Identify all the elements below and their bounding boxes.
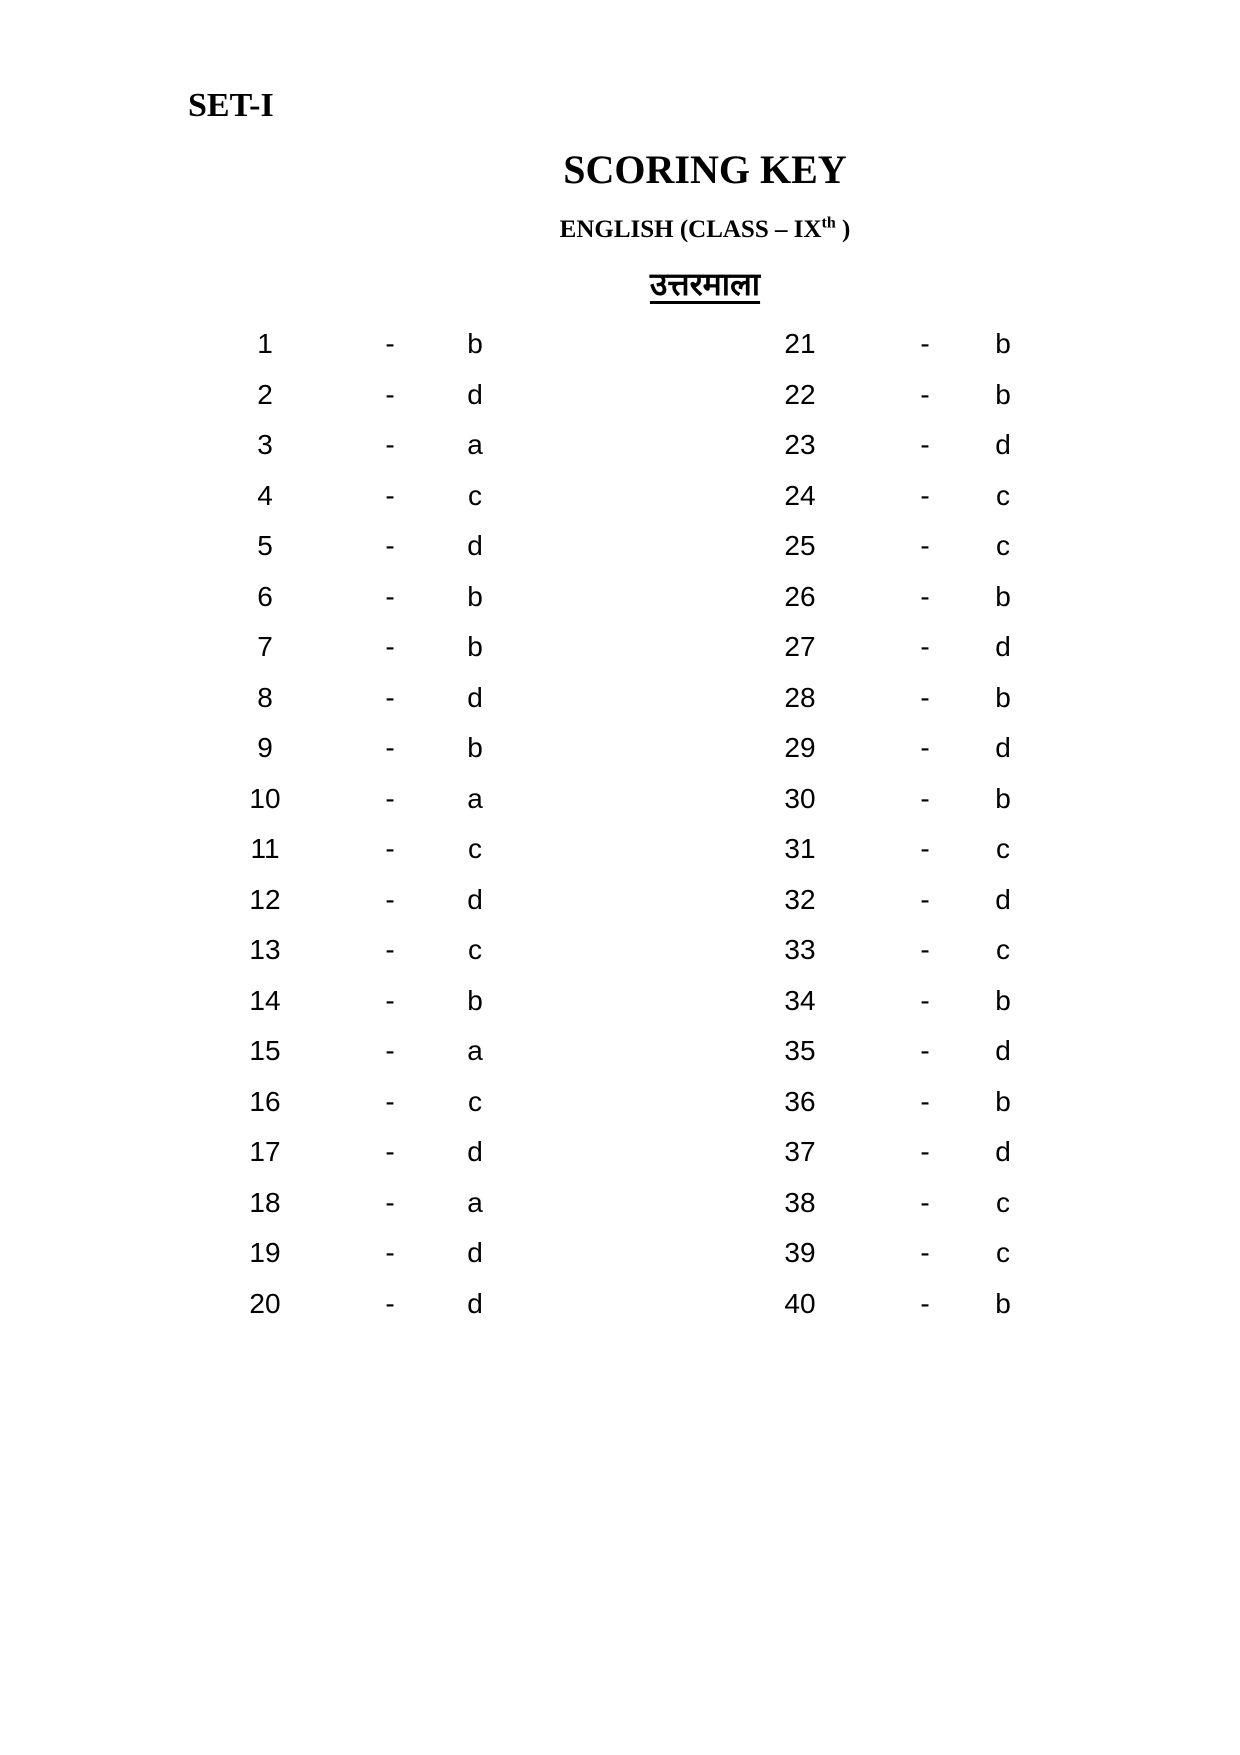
answer-option: a bbox=[467, 1186, 483, 1218]
answer-option: b bbox=[467, 631, 483, 662]
question-number: 8 bbox=[257, 681, 273, 713]
answer-row bbox=[770, 629, 1190, 680]
answer-row bbox=[235, 1235, 655, 1286]
answer-row bbox=[235, 730, 655, 781]
answer-option: a bbox=[467, 782, 483, 814]
answer-row bbox=[235, 326, 655, 377]
separator-dash: - bbox=[920, 984, 930, 1016]
question-number: 27 bbox=[784, 631, 816, 662]
separator-dash: - bbox=[385, 883, 395, 915]
subtitle-main: ENGLISH (CLASS – IX bbox=[559, 216, 822, 243]
answer-row bbox=[770, 1286, 1190, 1337]
question-number: 1 bbox=[257, 328, 273, 359]
separator-dash: - bbox=[920, 479, 930, 511]
answer-row bbox=[235, 831, 655, 882]
question-number: 10 bbox=[249, 782, 281, 814]
answer-column-right bbox=[770, 326, 1190, 1336]
answer-option: c bbox=[996, 530, 1010, 561]
answer-row bbox=[235, 1185, 655, 1236]
answer-option: a bbox=[467, 429, 483, 460]
answer-row bbox=[235, 983, 655, 1034]
separator-dash: - bbox=[920, 378, 930, 410]
answer-row bbox=[235, 377, 655, 428]
answer-option: b bbox=[467, 732, 483, 763]
question-number: 7 bbox=[257, 631, 273, 662]
answer-row bbox=[770, 1134, 1190, 1185]
separator-dash: - bbox=[920, 580, 930, 612]
answer-option: d bbox=[467, 530, 483, 561]
answer-option: b bbox=[995, 378, 1011, 410]
answer-row bbox=[770, 1185, 1190, 1236]
question-number: 3 bbox=[257, 429, 273, 460]
answer-row bbox=[770, 377, 1190, 428]
separator-dash: - bbox=[385, 1237, 395, 1268]
answer-row bbox=[235, 629, 655, 680]
answer-row bbox=[770, 983, 1190, 1034]
question-number: 18 bbox=[249, 1186, 281, 1218]
separator-dash: - bbox=[385, 1035, 395, 1066]
answer-row bbox=[770, 427, 1190, 478]
answer-row bbox=[235, 1134, 655, 1185]
separator-dash: - bbox=[920, 328, 930, 359]
separator-dash: - bbox=[385, 732, 395, 763]
separator-dash: - bbox=[385, 1186, 395, 1218]
question-number: 4 bbox=[257, 479, 273, 511]
answer-option: d bbox=[995, 1136, 1011, 1167]
hindi-heading bbox=[0, 262, 1240, 306]
answer-row bbox=[770, 528, 1190, 579]
question-number: 20 bbox=[249, 1287, 281, 1319]
answer-option: c bbox=[996, 934, 1010, 965]
answer-option: c bbox=[996, 1237, 1010, 1268]
separator-dash: - bbox=[385, 328, 395, 359]
answer-row bbox=[770, 831, 1190, 882]
separator-dash: - bbox=[920, 429, 930, 460]
answer-option: d bbox=[995, 732, 1011, 763]
separator-dash: - bbox=[920, 1136, 930, 1167]
question-number: 15 bbox=[249, 1035, 281, 1066]
answer-option: d bbox=[995, 429, 1011, 460]
question-number: 26 bbox=[784, 580, 816, 612]
separator-dash: - bbox=[385, 1287, 395, 1319]
question-number: 33 bbox=[784, 934, 816, 965]
question-number: 36 bbox=[784, 1085, 816, 1117]
answer-option: c bbox=[996, 1186, 1010, 1218]
answer-row bbox=[770, 730, 1190, 781]
answer-option: b bbox=[467, 984, 483, 1016]
answer-row bbox=[235, 1033, 655, 1084]
separator-dash: - bbox=[920, 883, 930, 915]
answer-option: b bbox=[467, 328, 483, 359]
question-number: 31 bbox=[784, 833, 816, 864]
answer-row bbox=[235, 882, 655, 933]
separator-dash: - bbox=[920, 1085, 930, 1117]
separator-dash: - bbox=[920, 782, 930, 814]
answer-option: d bbox=[467, 1237, 483, 1268]
question-number: 40 bbox=[784, 1287, 816, 1319]
question-number: 23 bbox=[784, 429, 816, 460]
answer-option: c bbox=[468, 833, 482, 864]
question-number: 38 bbox=[784, 1186, 816, 1218]
question-number: 2 bbox=[257, 378, 273, 410]
separator-dash: - bbox=[920, 631, 930, 662]
answer-row bbox=[770, 932, 1190, 983]
question-number: 13 bbox=[249, 934, 281, 965]
answer-option: c bbox=[468, 479, 482, 511]
question-number: 30 bbox=[784, 782, 816, 814]
answer-row bbox=[770, 478, 1190, 529]
question-number: 5 bbox=[257, 530, 273, 561]
answer-row bbox=[770, 1084, 1190, 1135]
subtitle-superscript: th bbox=[821, 214, 836, 232]
subtitle-end: ) bbox=[835, 216, 851, 243]
answer-option: b bbox=[995, 328, 1011, 359]
answer-row bbox=[770, 882, 1190, 933]
answer-option: b bbox=[995, 1287, 1011, 1319]
answer-option: b bbox=[995, 782, 1011, 814]
question-number: 25 bbox=[784, 530, 816, 561]
separator-dash: - bbox=[385, 681, 395, 713]
question-number: 22 bbox=[784, 378, 816, 410]
answer-row bbox=[235, 1084, 655, 1135]
answer-option: c bbox=[996, 833, 1010, 864]
answer-row bbox=[235, 427, 655, 478]
page-title: SCORING KEY bbox=[563, 147, 847, 192]
answer-row bbox=[770, 1033, 1190, 1084]
answer-option: b bbox=[995, 1085, 1011, 1117]
separator-dash: - bbox=[920, 833, 930, 864]
answer-row bbox=[770, 680, 1190, 731]
separator-dash: - bbox=[385, 1136, 395, 1167]
answer-row bbox=[235, 579, 655, 630]
answer-option: d bbox=[467, 378, 483, 410]
answer-row bbox=[770, 579, 1190, 630]
separator-dash: - bbox=[385, 984, 395, 1016]
separator-dash: - bbox=[920, 1186, 930, 1218]
answer-row bbox=[770, 326, 1190, 377]
answer-option: d bbox=[467, 1287, 483, 1319]
answer-row bbox=[770, 781, 1190, 832]
question-number: 11 bbox=[250, 833, 280, 864]
question-number: 16 bbox=[249, 1085, 281, 1117]
separator-dash: - bbox=[385, 631, 395, 662]
separator-dash: - bbox=[385, 1085, 395, 1117]
answer-option: d bbox=[995, 883, 1011, 915]
answer-option: d bbox=[467, 883, 483, 915]
separator-dash: - bbox=[385, 934, 395, 965]
separator-dash: - bbox=[920, 1287, 930, 1319]
question-number: 29 bbox=[784, 732, 816, 763]
separator-dash: - bbox=[385, 429, 395, 460]
question-number: 37 bbox=[784, 1136, 816, 1167]
question-number: 34 bbox=[784, 984, 816, 1016]
question-number: 17 bbox=[249, 1136, 281, 1167]
answer-option: c bbox=[468, 934, 482, 965]
answer-row bbox=[235, 1286, 655, 1337]
set-label: SET-I bbox=[188, 87, 274, 124]
question-number: 12 bbox=[249, 883, 281, 915]
question-number: 39 bbox=[784, 1237, 816, 1268]
answer-row bbox=[235, 932, 655, 983]
separator-dash: - bbox=[385, 479, 395, 511]
answer-option: c bbox=[996, 479, 1010, 511]
question-number: 32 bbox=[784, 883, 816, 915]
question-number: 19 bbox=[249, 1237, 281, 1268]
answer-option: d bbox=[467, 1136, 483, 1167]
question-number: 6 bbox=[257, 580, 273, 612]
subtitle bbox=[0, 214, 1240, 246]
separator-dash: - bbox=[385, 378, 395, 410]
question-number: 9 bbox=[257, 732, 273, 763]
answer-row bbox=[235, 680, 655, 731]
separator-dash: - bbox=[385, 833, 395, 864]
answer-option: b bbox=[995, 681, 1011, 713]
answer-row bbox=[235, 781, 655, 832]
question-number: 24 bbox=[784, 479, 816, 511]
answer-row bbox=[235, 528, 655, 579]
separator-dash: - bbox=[920, 934, 930, 965]
separator-dash: - bbox=[385, 530, 395, 561]
answer-option: b bbox=[467, 580, 483, 612]
hindi-heading-text: उत्तरमाला bbox=[649, 265, 761, 303]
answer-option: c bbox=[468, 1085, 482, 1117]
question-number: 28 bbox=[784, 681, 816, 713]
separator-dash: - bbox=[920, 1237, 930, 1268]
answer-row bbox=[235, 478, 655, 529]
answer-column-left bbox=[235, 326, 655, 1336]
separator-dash: - bbox=[385, 580, 395, 612]
answer-row bbox=[770, 1235, 1190, 1286]
answer-option: a bbox=[467, 1035, 483, 1066]
separator-dash: - bbox=[920, 1035, 930, 1066]
separator-dash: - bbox=[920, 530, 930, 561]
answer-option: b bbox=[995, 580, 1011, 612]
answer-option: b bbox=[995, 984, 1011, 1016]
separator-dash: - bbox=[385, 782, 395, 814]
separator-dash: - bbox=[920, 681, 930, 713]
answer-option: d bbox=[995, 1035, 1011, 1066]
question-number: 21 bbox=[784, 328, 816, 359]
answer-option: d bbox=[467, 681, 483, 713]
separator-dash: - bbox=[920, 732, 930, 763]
answer-option: d bbox=[995, 631, 1011, 662]
question-number: 14 bbox=[249, 984, 281, 1016]
question-number: 35 bbox=[784, 1035, 816, 1066]
